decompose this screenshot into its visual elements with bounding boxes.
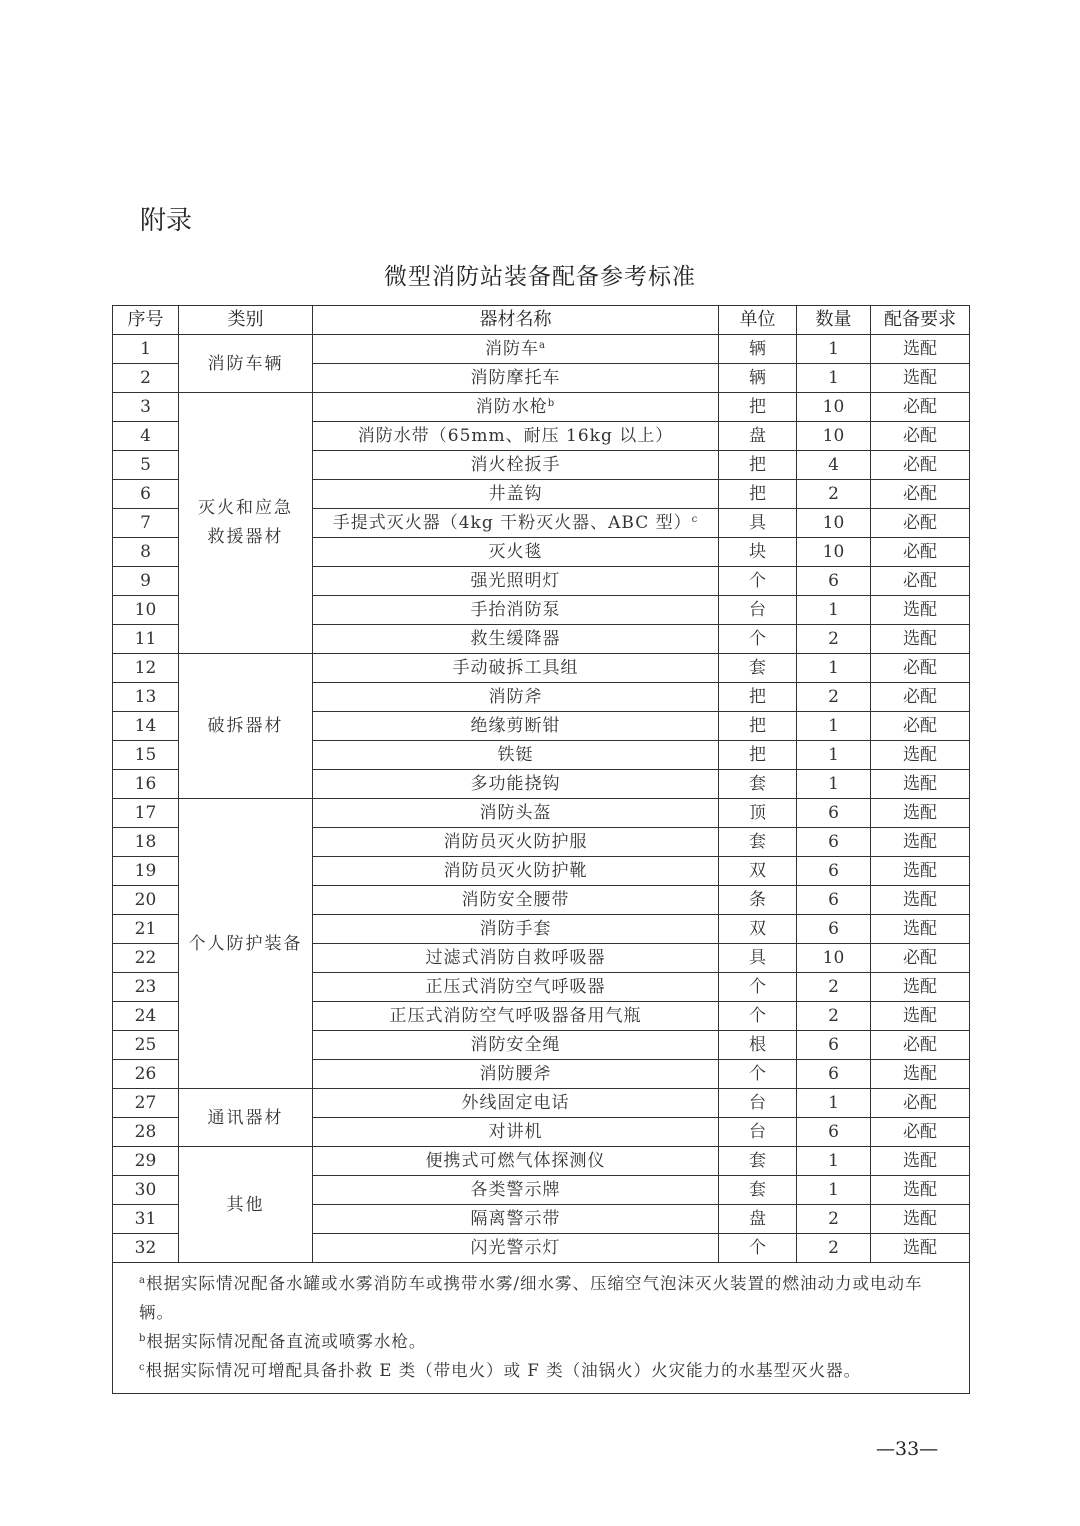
- table-notes: [113, 1263, 970, 1394]
- requirement-cell: 选配: [871, 799, 970, 828]
- requirement-cell: 选配: [871, 1234, 970, 1263]
- requirement-cell: 必配: [871, 538, 970, 567]
- serial-cell: 16: [113, 770, 179, 799]
- requirement-cell: 必配: [871, 683, 970, 712]
- table-row: [113, 1147, 970, 1176]
- item-name: 手动破拆工具组: [452, 658, 579, 678]
- serial-cell: 19: [113, 857, 179, 886]
- requirement-cell: 必配: [871, 654, 970, 683]
- unit-cell: 具: [719, 944, 797, 973]
- footnote-marker: b: [547, 398, 556, 409]
- item-name-cell: [313, 1031, 719, 1060]
- serial-cell: 18: [113, 828, 179, 857]
- unit-cell: 个: [719, 567, 797, 596]
- footnote-marker: b: [139, 1333, 147, 1344]
- unit-cell: 套: [719, 654, 797, 683]
- requirement-cell: 选配: [871, 1002, 970, 1031]
- item-name-cell: [313, 683, 719, 712]
- item-name-cell: [313, 654, 719, 683]
- serial-cell: 20: [113, 886, 179, 915]
- unit-cell: 顶: [719, 799, 797, 828]
- quantity-cell: 2: [797, 973, 871, 1002]
- quantity-cell: 6: [797, 1118, 871, 1147]
- serial-cell: 2: [113, 364, 179, 393]
- serial-cell: 25: [113, 1031, 179, 1060]
- unit-cell: 把: [719, 683, 797, 712]
- header-item-name: 器材名称: [313, 306, 719, 335]
- item-name: 消防腰斧: [479, 1064, 552, 1084]
- item-name: 消防员灭火防护服: [443, 832, 588, 852]
- requirement-cell: 选配: [871, 1147, 970, 1176]
- requirement-cell: 选配: [871, 828, 970, 857]
- item-name: 正压式消防空气呼吸器备用气瓶: [389, 1006, 642, 1026]
- requirement-cell: 选配: [871, 915, 970, 944]
- item-name-cell: [313, 886, 719, 915]
- item-name-cell: [313, 857, 719, 886]
- unit-cell: 双: [719, 857, 797, 886]
- item-name-cell: [313, 509, 719, 538]
- item-name: 灭火毯: [488, 542, 543, 562]
- category-cell: 个人防护装备: [179, 799, 313, 1089]
- item-name: 强光照明灯: [470, 571, 561, 591]
- item-name: 消防手套: [479, 919, 552, 939]
- unit-cell: 台: [719, 1089, 797, 1118]
- footnote-marker: c: [691, 514, 699, 525]
- item-name: 救生缓降器: [470, 629, 561, 649]
- category-cell: 其他: [179, 1147, 313, 1263]
- unit-cell: 套: [719, 770, 797, 799]
- serial-cell: 12: [113, 654, 179, 683]
- unit-cell: 条: [719, 886, 797, 915]
- requirement-cell: 必配: [871, 451, 970, 480]
- item-name: 消防水枪: [475, 397, 548, 417]
- quantity-cell: 1: [797, 654, 871, 683]
- item-name: 消防车: [485, 339, 540, 359]
- quantity-cell: 2: [797, 683, 871, 712]
- requirement-cell: 必配: [871, 567, 970, 596]
- requirement-cell: 选配: [871, 886, 970, 915]
- item-name: 消防员灭火防护靴: [443, 861, 588, 881]
- unit-cell: 个: [719, 625, 797, 654]
- unit-cell: 个: [719, 1002, 797, 1031]
- unit-cell: 个: [719, 1060, 797, 1089]
- appendix-heading: 附录: [140, 206, 193, 236]
- requirement-cell: 选配: [871, 335, 970, 364]
- item-name-cell: [313, 480, 719, 509]
- item-name-cell: [313, 915, 719, 944]
- footnote-a: [139, 1269, 943, 1327]
- header-unit: 单位: [719, 306, 797, 335]
- quantity-cell: 1: [797, 335, 871, 364]
- table-row: [113, 654, 970, 683]
- quantity-cell: 1: [797, 364, 871, 393]
- unit-cell: 个: [719, 973, 797, 1002]
- unit-cell: 双: [719, 915, 797, 944]
- header-serial: 序号: [113, 306, 179, 335]
- page-number: —33—: [876, 1438, 939, 1460]
- item-name-cell: [313, 538, 719, 567]
- requirement-cell: 必配: [871, 712, 970, 741]
- quantity-cell: 6: [797, 915, 871, 944]
- item-name-cell: [313, 973, 719, 1002]
- item-name: 铁铤: [497, 745, 534, 765]
- requirement-cell: 选配: [871, 1205, 970, 1234]
- serial-cell: 5: [113, 451, 179, 480]
- header-category: 类别: [179, 306, 313, 335]
- table-header-row: [113, 306, 970, 335]
- serial-cell: 11: [113, 625, 179, 654]
- item-name: 便携式可燃气体探测仪: [425, 1151, 606, 1171]
- requirement-cell: 选配: [871, 625, 970, 654]
- serial-cell: 23: [113, 973, 179, 1002]
- item-name-cell: [313, 770, 719, 799]
- quantity-cell: 2: [797, 480, 871, 509]
- quantity-cell: 4: [797, 451, 871, 480]
- item-name: 消火栓扳手: [470, 455, 561, 475]
- item-name: 多功能挠钩: [470, 774, 561, 794]
- table-row: [113, 335, 970, 364]
- item-name-cell: [313, 422, 719, 451]
- item-name: 绝缘剪断钳: [470, 716, 561, 736]
- quantity-cell: 2: [797, 625, 871, 654]
- item-name: 手提式灭火器（4kg 干粉灭火器、ABC 型）: [332, 513, 692, 533]
- unit-cell: 具: [719, 509, 797, 538]
- serial-cell: 3: [113, 393, 179, 422]
- serial-cell: 15: [113, 741, 179, 770]
- quantity-cell: 6: [797, 1060, 871, 1089]
- quantity-cell: 6: [797, 567, 871, 596]
- item-name-cell: [313, 335, 719, 364]
- footnote-c: [139, 1356, 943, 1385]
- item-name-cell: [313, 944, 719, 973]
- requirement-cell: 选配: [871, 1060, 970, 1089]
- item-name: 过滤式消防自救呼吸器: [425, 948, 606, 968]
- document-title: 微型消防站装备配备参考标准: [384, 264, 696, 290]
- unit-cell: 套: [719, 1176, 797, 1205]
- serial-cell: 17: [113, 799, 179, 828]
- unit-cell: 把: [719, 480, 797, 509]
- item-name-cell: [313, 451, 719, 480]
- footnote-b: [139, 1327, 943, 1356]
- unit-cell: 辆: [719, 335, 797, 364]
- unit-cell: 把: [719, 393, 797, 422]
- item-name: 消防头盔: [479, 803, 552, 823]
- category-cell: 通讯器材: [179, 1089, 313, 1147]
- requirement-cell: 选配: [871, 1176, 970, 1205]
- unit-cell: 根: [719, 1031, 797, 1060]
- quantity-cell: 1: [797, 712, 871, 741]
- item-name-cell: [313, 393, 719, 422]
- table-row: [113, 1089, 970, 1118]
- serial-cell: 32: [113, 1234, 179, 1263]
- item-name: 各类警示牌: [470, 1180, 561, 1200]
- requirement-cell: 必配: [871, 509, 970, 538]
- serial-cell: 14: [113, 712, 179, 741]
- unit-cell: 盘: [719, 1205, 797, 1234]
- quantity-cell: 6: [797, 1031, 871, 1060]
- serial-cell: 8: [113, 538, 179, 567]
- serial-cell: 28: [113, 1118, 179, 1147]
- unit-cell: 套: [719, 1147, 797, 1176]
- requirement-cell: 必配: [871, 480, 970, 509]
- serial-cell: 7: [113, 509, 179, 538]
- quantity-cell: 1: [797, 741, 871, 770]
- table-body: [113, 335, 970, 1263]
- item-name-cell: [313, 625, 719, 654]
- item-name: 闪光警示灯: [470, 1238, 561, 1258]
- requirement-cell: 必配: [871, 944, 970, 973]
- unit-cell: 辆: [719, 364, 797, 393]
- quantity-cell: 10: [797, 509, 871, 538]
- quantity-cell: 6: [797, 799, 871, 828]
- requirement-cell: 必配: [871, 1089, 970, 1118]
- item-name-cell: [313, 1205, 719, 1234]
- item-name-cell: [313, 596, 719, 625]
- category-cell: 破拆器材: [179, 654, 313, 799]
- item-name-cell: [313, 1147, 719, 1176]
- quantity-cell: 2: [797, 1234, 871, 1263]
- item-name: 消防斧: [488, 687, 543, 707]
- footnote-marker: c: [139, 1362, 146, 1373]
- table-row: [113, 393, 970, 422]
- item-name-cell: [313, 799, 719, 828]
- item-name-cell: [313, 712, 719, 741]
- unit-cell: 把: [719, 451, 797, 480]
- quantity-cell: 2: [797, 1205, 871, 1234]
- serial-cell: 1: [113, 335, 179, 364]
- quantity-cell: 10: [797, 393, 871, 422]
- serial-cell: 10: [113, 596, 179, 625]
- item-name: 正压式消防空气呼吸器: [425, 977, 606, 997]
- quantity-cell: 1: [797, 1089, 871, 1118]
- header-quantity: 数量: [797, 306, 871, 335]
- quantity-cell: 10: [797, 538, 871, 567]
- quantity-cell: 10: [797, 944, 871, 973]
- serial-cell: 6: [113, 480, 179, 509]
- item-name: 消防摩托车: [470, 368, 561, 388]
- item-name-cell: [313, 828, 719, 857]
- table-row: [113, 799, 970, 828]
- item-name-cell: [313, 1118, 719, 1147]
- quantity-cell: 1: [797, 596, 871, 625]
- quantity-cell: 1: [797, 1176, 871, 1205]
- serial-cell: 30: [113, 1176, 179, 1205]
- serial-cell: 31: [113, 1205, 179, 1234]
- requirement-cell: 选配: [871, 364, 970, 393]
- item-name: 外线固定电话: [461, 1093, 570, 1113]
- item-name: 消防水带（65mm、耐压 16kg 以上）: [357, 426, 674, 446]
- item-name: 井盖钩: [488, 484, 543, 504]
- item-name: 消防安全绳: [470, 1035, 561, 1055]
- item-name-cell: [313, 567, 719, 596]
- quantity-cell: 6: [797, 857, 871, 886]
- quantity-cell: 6: [797, 828, 871, 857]
- unit-cell: 把: [719, 741, 797, 770]
- requirement-cell: 选配: [871, 857, 970, 886]
- unit-cell: 个: [719, 1234, 797, 1263]
- serial-cell: 26: [113, 1060, 179, 1089]
- item-name: 消防安全腰带: [461, 890, 570, 910]
- serial-cell: 29: [113, 1147, 179, 1176]
- unit-cell: 盘: [719, 422, 797, 451]
- unit-cell: 台: [719, 596, 797, 625]
- item-name-cell: [313, 1234, 719, 1263]
- serial-cell: 4: [113, 422, 179, 451]
- item-name-cell: [313, 1176, 719, 1205]
- quantity-cell: 2: [797, 1002, 871, 1031]
- item-name-cell: [313, 364, 719, 393]
- item-name: 隔离警示带: [470, 1209, 561, 1229]
- quantity-cell: 6: [797, 886, 871, 915]
- requirement-cell: 必配: [871, 1118, 970, 1147]
- serial-cell: 21: [113, 915, 179, 944]
- requirement-cell: 必配: [871, 393, 970, 422]
- unit-cell: 台: [719, 1118, 797, 1147]
- requirement-cell: 必配: [871, 1031, 970, 1060]
- requirement-cell: 必配: [871, 422, 970, 451]
- item-name-cell: [313, 1089, 719, 1118]
- quantity-cell: 10: [797, 422, 871, 451]
- unit-cell: 套: [719, 828, 797, 857]
- serial-cell: 22: [113, 944, 179, 973]
- item-name: 对讲机: [488, 1122, 543, 1142]
- footnote-text: 根据实际情况配备直流或喷雾水枪。: [146, 1332, 427, 1351]
- serial-cell: 13: [113, 683, 179, 712]
- requirement-cell: 选配: [871, 973, 970, 1002]
- requirement-cell: 选配: [871, 741, 970, 770]
- requirement-cell: 选配: [871, 770, 970, 799]
- footnote-marker: a: [539, 340, 546, 351]
- serial-cell: 9: [113, 567, 179, 596]
- serial-cell: 27: [113, 1089, 179, 1118]
- item-name: 手抬消防泵: [470, 600, 561, 620]
- requirement-cell: 选配: [871, 596, 970, 625]
- quantity-cell: 1: [797, 1147, 871, 1176]
- category-cell: 灭火和应急救援器材: [179, 393, 313, 654]
- footnote-text: 根据实际情况可增配具备扑救 E 类（带电火）或 F 类（油锅火）火灾能力的水基型灭火器。: [145, 1361, 862, 1380]
- item-name-cell: [313, 1060, 719, 1089]
- quantity-cell: 1: [797, 770, 871, 799]
- notes-row: [113, 1263, 970, 1394]
- item-name-cell: [313, 741, 719, 770]
- footnote-text: 根据实际情况配备水罐或水雾消防车或携带水雾/细水雾、压缩空气泡沫灭火装置的燃油动力或电动车辆。: [139, 1274, 923, 1322]
- unit-cell: 把: [719, 712, 797, 741]
- footnote-marker: a: [139, 1275, 146, 1286]
- category-cell: 消防车辆: [179, 335, 313, 393]
- item-name-cell: [313, 1002, 719, 1031]
- equipment-table: [112, 305, 970, 1394]
- header-requirement: 配备要求: [871, 306, 970, 335]
- serial-cell: 24: [113, 1002, 179, 1031]
- unit-cell: 块: [719, 538, 797, 567]
